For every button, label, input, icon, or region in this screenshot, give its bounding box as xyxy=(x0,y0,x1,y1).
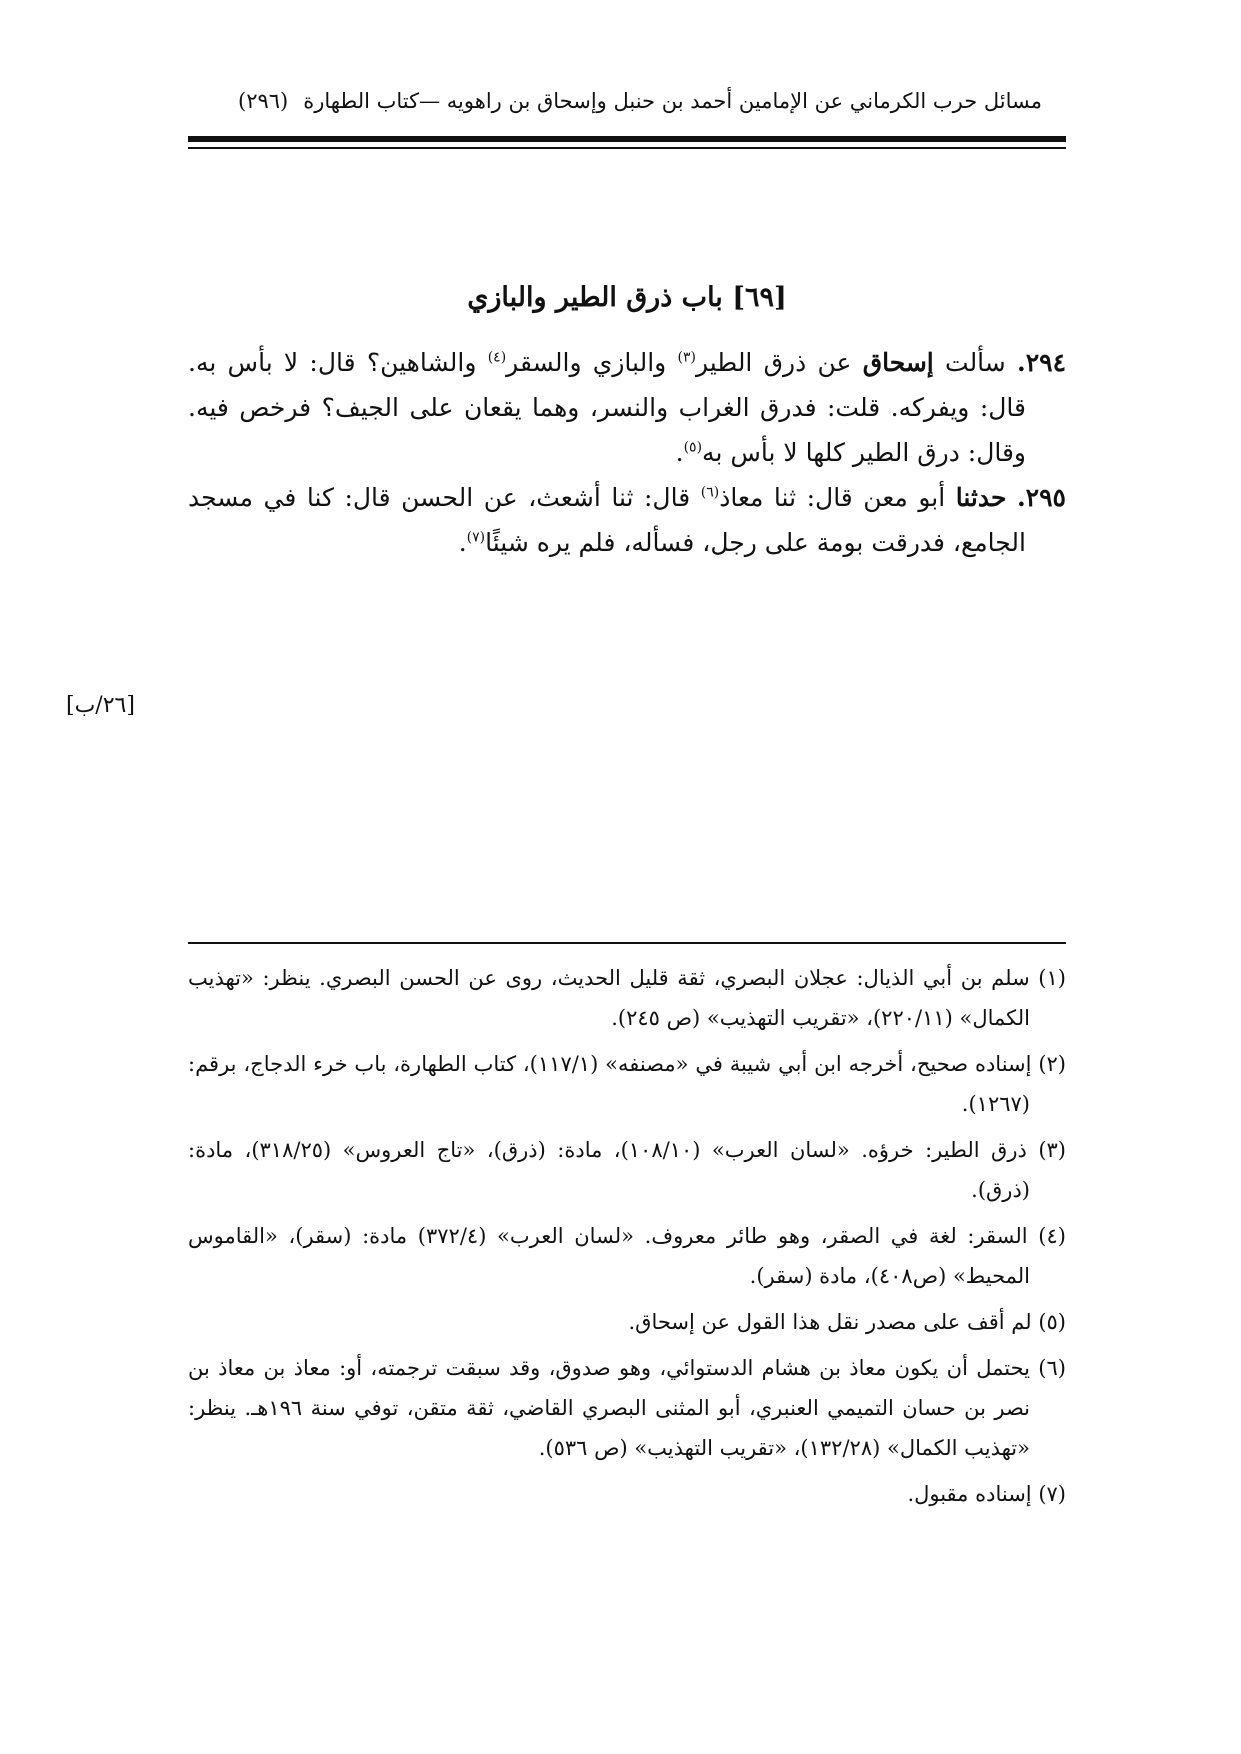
entry-text: . xyxy=(675,438,684,467)
footnote xyxy=(188,1348,1066,1468)
footnote-separator xyxy=(188,942,1066,944)
footnote-text: يحتمل أن يكون معاذ بن هشام الدستوائي، وهو صدوق، وقد سبقت ترجمته، أو: معاذ بن معاذ بن نصر بن حسان التميمي العنبري، أبو المثنى البصري القاضي، ثقة متقن، توفي سنة ١٩٦هـ. ينظر: «تهذيب الكمال» (١٣٢/٢٨)، «تقريب التهذيب» (ص ٥٣٦). xyxy=(188,1356,1030,1460)
running-header xyxy=(234,85,1054,125)
footnote-text: السقر: لغة في الصقر، وهو طائر معروف. «لسان العرب» (٣٧٢/٤) مادة: (سقر)، «القاموس المحيط» (ص٤٠٨)، مادة (سقر). xyxy=(188,1224,1030,1288)
footnote xyxy=(188,1130,1066,1210)
entry-keyword: حدثنا xyxy=(955,483,1007,512)
footnote xyxy=(188,1302,1066,1342)
entry-number: ٢٩٤. xyxy=(1017,348,1067,377)
footnote-number: (٦) xyxy=(1038,1356,1066,1380)
footnote-number: (٣) xyxy=(1038,1138,1066,1162)
entry-text: أبو معن قال: ثنا معاذ xyxy=(719,483,946,512)
footnote-number: (٤) xyxy=(1038,1224,1066,1248)
footnote-ref: (٦) xyxy=(700,484,720,501)
header-rule-thick xyxy=(188,136,1066,142)
footnote-number: (١) xyxy=(1038,966,1066,990)
entry-295 xyxy=(188,475,1066,565)
footnote xyxy=(188,1216,1066,1296)
footnote-number: (٢) xyxy=(1038,1052,1066,1076)
footnote xyxy=(188,958,1066,1038)
entry-text: عن ذرق الطير xyxy=(695,348,852,377)
footnote-text: إسناده صحيح، أخرجه ابن أبي شيبة في «مصنفه» (١١٧/١)، كتاب الطهارة، باب خرء الدجاج، برقم: (١٢٦٧). xyxy=(188,1052,1032,1116)
header-rule-thin xyxy=(188,147,1066,149)
footnote-text: ذرق الطير: خرؤه. «لسان العرب» (١٠٨/١٠)، مادة: (ذرق)، «تاج العروس» (٣١٨/٢٥)، مادة: (ذرق). xyxy=(188,1138,1030,1202)
page-number: (٢٩٦) xyxy=(238,89,289,113)
footnote-ref: (٧) xyxy=(466,529,486,546)
chapter-title: [٦٩] باب ذرق الطير والبازي xyxy=(467,282,787,313)
footnote-ref: (٣) xyxy=(677,349,696,366)
entry-text: والبازي والسقر xyxy=(506,348,667,377)
entry-text: قال: ثنا أشعث، عن الحسن قال: كنا في مسجد الجامع، فدرقت بومة على رجل، فسأله، فلم يره شيئًا xyxy=(188,483,1026,557)
footnotes xyxy=(188,958,1066,1520)
footnote-text: لم أقف على مصدر نقل هذا القول عن إسحاق. xyxy=(628,1310,1032,1334)
footnote-text: إسناده مقبول. xyxy=(907,1482,1032,1506)
footnote-number: (٧) xyxy=(1038,1482,1066,1506)
header-title: مسائل حرب الكرماني عن الإمامين أحمد بن حنبل وإسحاق بن راهويه —كتاب الطهارة xyxy=(303,89,1042,113)
main-text xyxy=(188,340,1066,565)
footnote xyxy=(188,1044,1066,1124)
entry-text: سألت xyxy=(945,348,1006,377)
manuscript-folio-ref: [٢٦/ب] xyxy=(66,693,135,718)
entry-keyword: إسحاق xyxy=(862,348,934,377)
entry-text: والشاهين؟ قال: لا بأس به. قال: ويفركه. قلت: فدرق الغراب والنسر، وهما يقعان على الجيف؟ فرخص فيه. وقال: درق الطير كلها لا بأس به xyxy=(188,348,1026,467)
footnote-ref: (٤) xyxy=(487,349,507,366)
footnote-ref: (٥) xyxy=(683,439,703,456)
footnote-number: (٥) xyxy=(1038,1310,1066,1334)
footnote-text: سلم بن أبي الذيال: عجلان البصري، ثقة قليل الحديث، روى عن الحسن البصري. ينظر: «تهذيب الكمال» (٢٢٠/١١)، «تقريب التهذيب» (ص ٢٤٥). xyxy=(188,966,1030,1030)
footnote xyxy=(188,1474,1066,1514)
entry-text: . xyxy=(458,528,467,557)
entry-294 xyxy=(188,340,1066,475)
entry-number: ٢٩٥. xyxy=(1016,483,1066,512)
